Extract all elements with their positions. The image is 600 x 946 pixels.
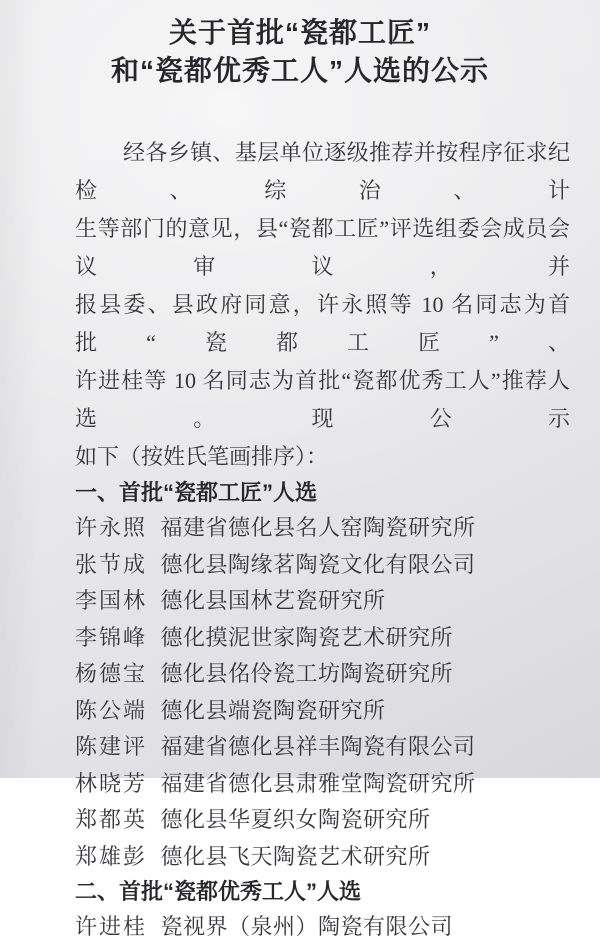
entry-org: 德化县佲伶瓷工坊陶瓷研究所: [160, 661, 454, 686]
title-line-1: 关于首批“瓷都工匠”: [168, 17, 431, 48]
section-craftsman: [0, 476, 600, 875]
entry-row: [75, 620, 580, 657]
entry-org: 德化县飞天陶瓷艺术研究所: [160, 843, 431, 869]
entry-org: 福建省德化县祥丰陶瓷有限公司: [160, 734, 476, 759]
document-title: [0, 0, 600, 90]
entry-name: 陈公端: [75, 697, 148, 723]
entry-org: 瓷视界（泉州）陶瓷有限公司: [160, 914, 454, 939]
entry-org: 福建省德化县名人窑陶瓷研究所: [160, 515, 476, 540]
entry-name: 陈建评: [75, 734, 148, 759]
entry-org: 德化摸泥世家陶瓷艺术研究所: [160, 624, 454, 650]
entry-name: 李国林: [75, 588, 148, 613]
entry-name: 张节成: [75, 551, 148, 577]
intro-line: 报县委、县政府同意，许永照等 10 名同志为首批“瓷都工匠”、: [75, 292, 570, 355]
section-heading: 二、首批“瓷都优秀工人”人选: [75, 879, 362, 904]
entry-name: 李锦峰: [75, 624, 148, 650]
entry-row: [75, 547, 580, 584]
intro-line: 生等部门的意见，县“瓷都工匠”评选组委会成员会议审议，并: [75, 216, 570, 279]
entry-org: 福建省德化县肃雅堂陶瓷研究所: [160, 770, 476, 796]
entry-name: 郑都英: [75, 807, 148, 832]
intro-line: 经各乡镇、基层单位逐级推荐并按程序征求纪检、综治、计: [75, 140, 570, 203]
section-heading: 一、首批“瓷都工匠”人选: [75, 480, 318, 505]
entry-org: 德化县国林艺瓷研究所: [160, 588, 386, 613]
entry-row: [75, 510, 580, 547]
entry-row: [75, 839, 580, 876]
entry-name: 许进桂: [75, 914, 148, 939]
entry-org: 德化县陶缘茗陶瓷文化有限公司: [160, 551, 476, 577]
entry-org: 德化县端瓷陶瓷研究所: [160, 697, 386, 723]
intro-paragraph: [75, 134, 570, 476]
entry-row: [75, 693, 580, 730]
entry-org: 德化县华夏织女陶瓷研究所: [160, 807, 431, 832]
entry-row: [75, 583, 580, 620]
entry-name: 郑雄彭: [75, 843, 148, 869]
entry-row: [75, 656, 580, 693]
entry-name: 林晓芳: [75, 770, 148, 796]
intro-line: 许进桂等 10 名同志为首批“瓷都优秀工人”推荐人选。现公示: [75, 368, 570, 431]
entry-name: 杨德宝: [75, 661, 148, 686]
entry-row: [75, 909, 580, 946]
section-excellent-worker: [0, 875, 600, 946]
entry-name: 许永照: [75, 515, 148, 540]
entry-row: [75, 802, 580, 839]
entry-row: [75, 729, 580, 766]
title-line-2: 和“瓷都优秀工人”人选的公示: [110, 55, 489, 86]
entry-row: [75, 766, 580, 803]
intro-line: 如下（按姓氏笔画排序）：: [75, 444, 329, 469]
